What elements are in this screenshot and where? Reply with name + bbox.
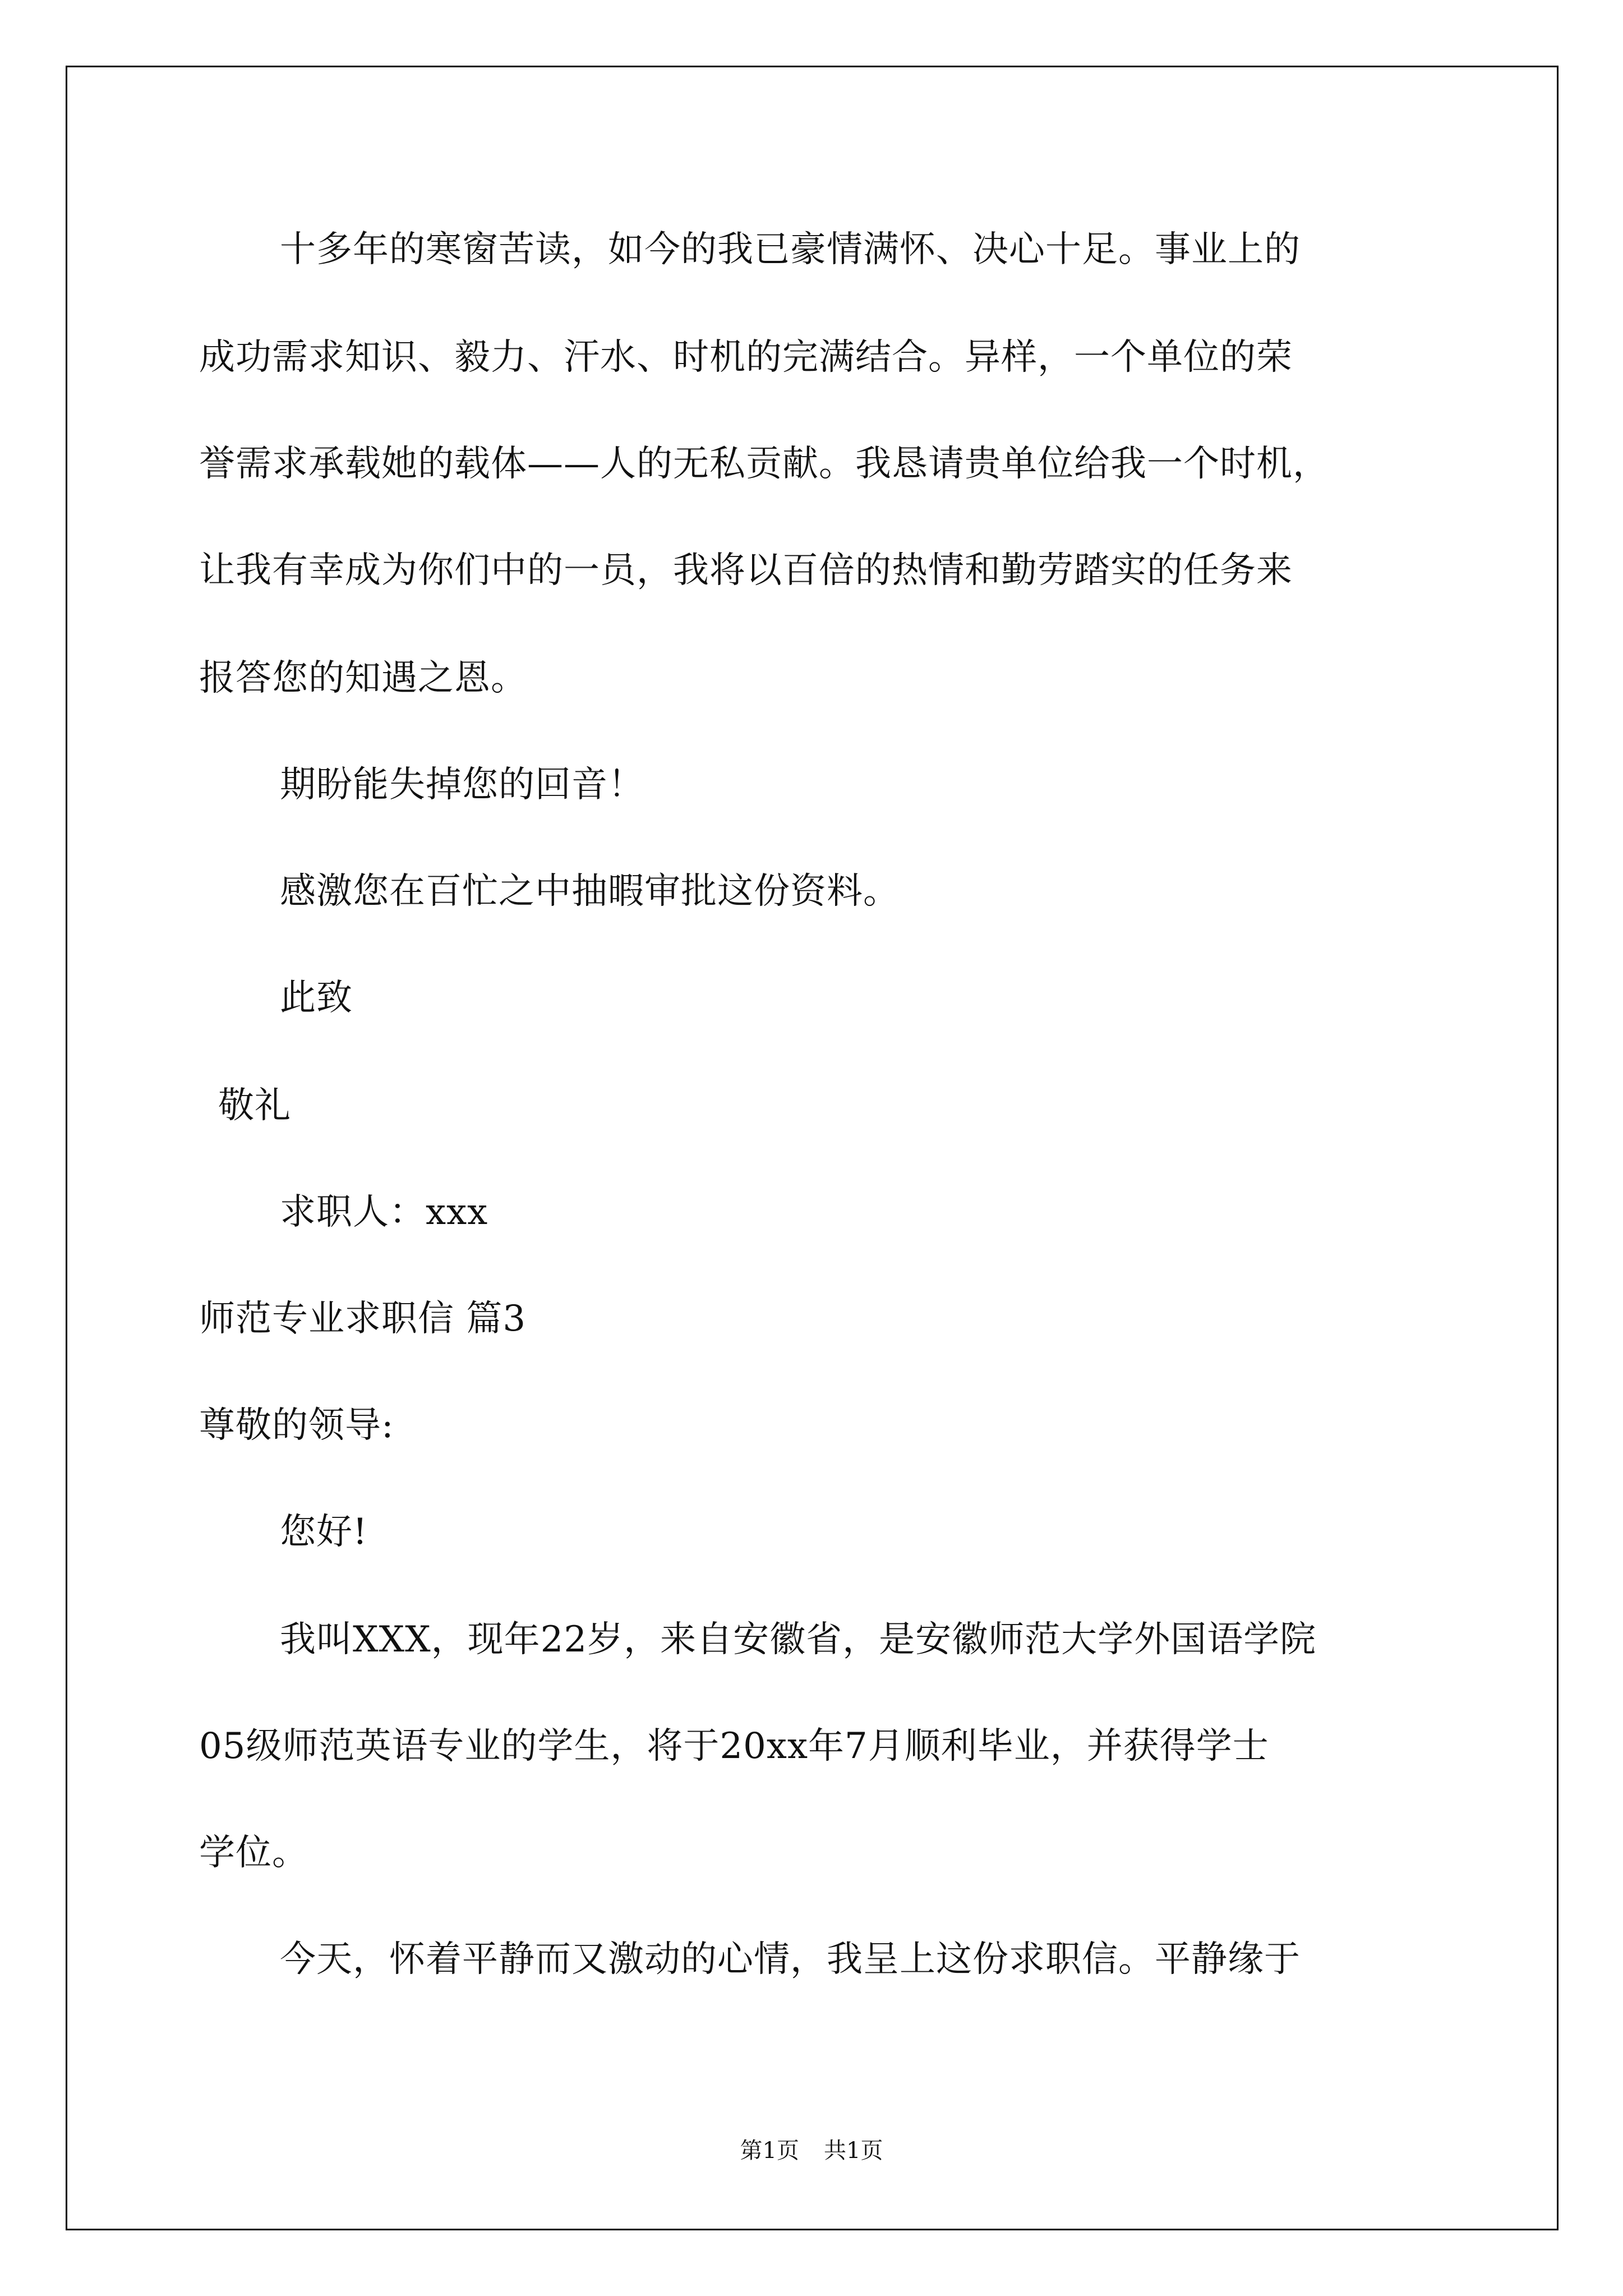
body-line-4: 让我有幸成为你们中的一员，我将以百倍的热情和勤劳踏实的任务来: [199, 550, 1293, 591]
page-number-current: 第1页: [740, 2138, 799, 2164]
body-line-2: 成功需求知识、毅力、汗水、时机的完满结合。异样，一个单位的荣: [199, 337, 1293, 378]
page-footer: [0, 2139, 1623, 2162]
body-line-17: 今天，怀着平静而又激动的心情，我呈上这份求职信。平静缘于: [280, 1939, 1301, 1980]
body-line-5: 报答您的知遇之恩。: [199, 657, 527, 699]
body-line-3: 誉需求承载她的载体——人的无私贡献。我恳请贵单位给我一个时机，: [199, 443, 1329, 485]
page-number-total: 共1页: [824, 2138, 883, 2164]
section-heading: 师范专业求职信 篇3: [199, 1298, 527, 1340]
signature-applicant: 求职人：xxx: [280, 1191, 488, 1233]
closing-regards: 敬礼: [218, 1085, 291, 1126]
letter-greeting: 尊敬的领导:: [199, 1405, 394, 1446]
body-line-6: 期盼能失掉您的回音！: [280, 764, 644, 806]
letter-hello: 您好!: [280, 1511, 368, 1553]
page-border: [66, 66, 1559, 2230]
body-line-15: 05级师范英语专业的学生，将于20xx年7月顺利毕业，并获得学士: [199, 1726, 1269, 1767]
closing-salutation: 此致: [280, 977, 353, 1019]
body-line-1: 十多年的寒窗苦读，如今的我已豪情满怀、决心十足。事业上的: [280, 229, 1301, 270]
body-line-16: 学位。: [199, 1832, 308, 1874]
body-line-7: 感激您在百忙之中抽暇审批这份资料。: [280, 871, 900, 912]
body-line-14: 我叫XXX，现年22岁，来自安徽省，是安徽师范大学外国语学院: [280, 1619, 1317, 1660]
